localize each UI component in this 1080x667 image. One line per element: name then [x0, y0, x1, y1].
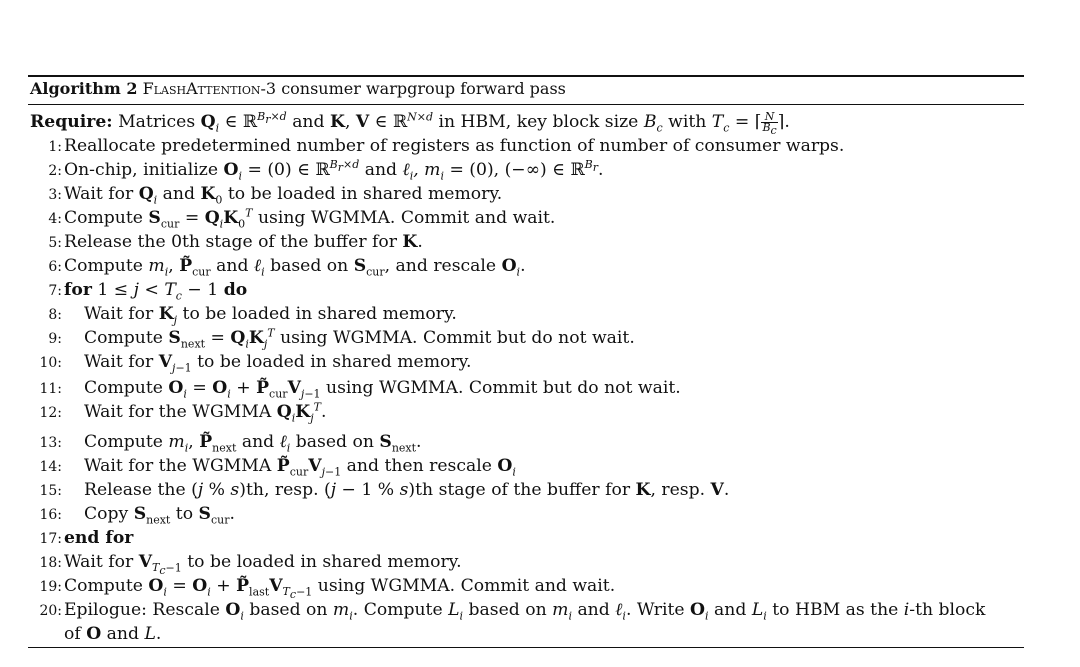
algorithm-line-5: 5: Release the 0th stage of the buffer for K.	[48, 232, 423, 252]
bottom-rule	[28, 647, 1024, 648]
top-rule	[28, 75, 1024, 77]
algorithm-line-20-continuation: of O and L.	[64, 624, 162, 644]
algorithm-title	[30, 79, 566, 98]
algorithm-line-4: 4: Compute $S_{cur} = Q_iK_0^T$ using WGMMA. Commit and wait.	[48, 206, 556, 231]
algorithm-label: Algorithm 2	[30, 79, 138, 98]
algorithm-line-10: 10: Wait for $V_{j-1}$ to be loaded in shared memory.	[39, 352, 472, 375]
algorithm-line-16: 16: Copy $S_{next}$ to $S_{cur}$.	[39, 504, 235, 527]
algorithm-line-1: 1: Reallocate predetermined number of registers as function of number of consumer warps.	[48, 136, 845, 156]
algorithm-line-11: 11: Compute $O_i = O_i$ + $P̃_{cur}V_{j-1}$ using WGMMA. Commit but do not wait.	[39, 378, 681, 401]
algorithm-line-2: 2: On-chip, initialize $O_i = (0)$ ∈ ℝ$^{B_r\times d}$ and ℓ$_i$, $m_i = (0)$, (−∞) ∈ ℝ$^{B_r}$.	[48, 158, 604, 183]
algorithm-line-18: 18: Wait for $V_{T_c-1}$ to be loaded in shared memory.	[39, 552, 462, 578]
algorithm-line-15: 15: Release the (j % s)th, resp. (j − 1 % s)th stage of the buffer for K, resp. V.	[39, 480, 730, 500]
algorithm-line-14: 14: Wait for the WGMMA $P̃_{cur}V_{j-1}$ and then rescale $O_i$	[39, 456, 516, 479]
algorithm-line-7: 7: for $1 \le j < T_c - 1$ do	[48, 280, 248, 303]
algorithm-line-17: 17: end for	[39, 528, 134, 548]
algorithm-title-rest: consumer warpgroup forward pass	[281, 79, 566, 98]
algorithm-line-19: 19: Compute $O_i = O_i$ + $P̃_{last}V_{T_c-1}$ using WGMMA. Commit and wait.	[39, 576, 616, 602]
algorithm-line-9: 9: Compute $S_{next} = Q_iK_j^T$ using WGMMA. Commit but do not wait.	[48, 326, 635, 351]
algorithm-line-6: 6: Compute $m_i$, $P̃_{cur}$ and ℓ$_i$ based on $S_{cur}$, and rescale $O_i$.	[48, 256, 526, 279]
algorithm-name: FlashAttention-3	[142, 79, 277, 98]
require-line: Require: Matrices $Q_i$ ∈ ℝ$^{B_r\times d}$ and K, V ∈ ℝ$^{N\times d}$ in HBM, key block size $B_c$ with $T_c$ = ⌈ $\frac{N}{B_c}$ ⌉.	[30, 110, 790, 138]
algorithm-line-20: 20: Epilogue: Rescale $O_i$ based on $m_i$. Compute $L_i$ based on $m_i$ and ℓ$_i$. Write $O_i$ and $L_i$ to HBM as the i-th block	[39, 600, 986, 623]
algorithm-line-12: 12: Wait for the WGMMA $Q_iK_j^T$.	[39, 400, 327, 425]
algorithm-line-8: 8: Wait for $K_j$ to be loaded in shared memory.	[48, 304, 457, 327]
algorithm-line-13: 13: Compute $m_i$, $P̃_{next}$ and ℓ$_i$ based on $S_{next}$.	[39, 432, 422, 455]
algorithm-line-3: 3: Wait for $Q_i$ and $K_0$ to be loaded in shared memory.	[48, 184, 503, 207]
title-rule	[28, 104, 1024, 105]
